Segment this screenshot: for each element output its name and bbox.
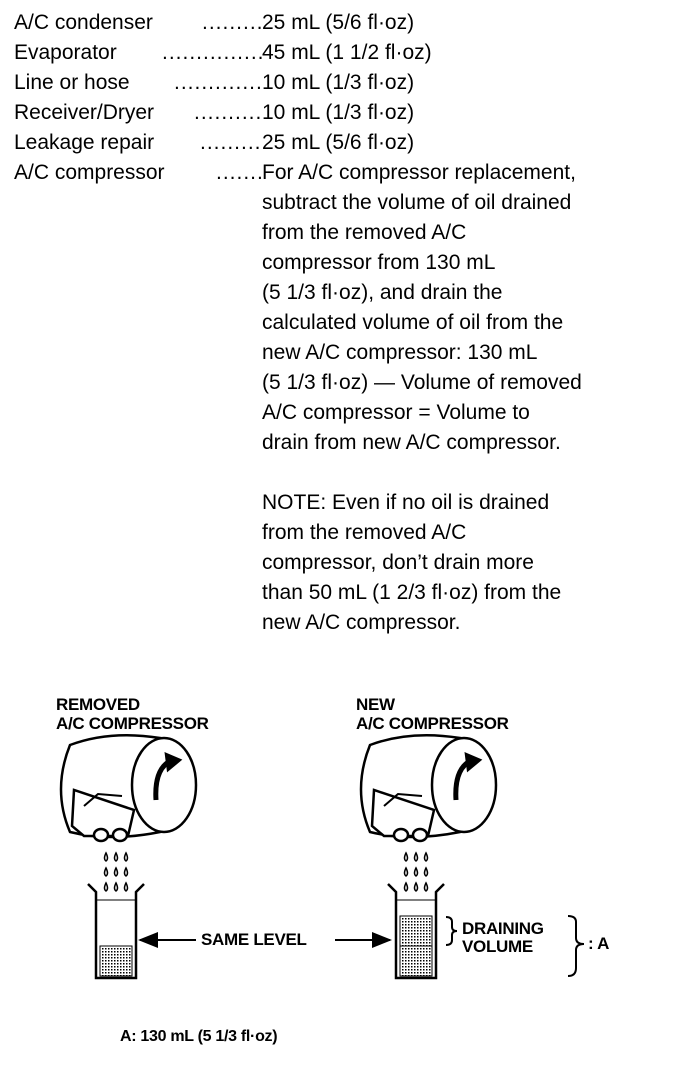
title-line: A/C COMPRESSOR: [356, 714, 509, 733]
leader-dots: .........: [200, 131, 262, 154]
component-label: Line or hose: [14, 71, 130, 94]
note-line: from the removed A/C: [262, 521, 467, 544]
total-volume-bracket: [568, 916, 584, 976]
component-label: Leakage repair: [14, 131, 155, 154]
oil-drops-removed: [105, 853, 128, 891]
title-line: REMOVED: [56, 695, 140, 714]
component-label: Receiver/Dryer: [14, 101, 155, 124]
leader-dots: ..........: [194, 101, 263, 124]
label-line: VOLUME: [462, 937, 533, 956]
label-line: DRAINING: [462, 919, 544, 938]
oil-amount: 45 mL (1 1/2 fl·oz): [262, 41, 432, 64]
instruction-line: calculated volume of oil from the: [262, 311, 564, 334]
component-label: A/C condenser: [14, 11, 153, 34]
note-line: than 50 mL (1 2/3 fl·oz) from the: [262, 581, 562, 604]
volume-a-label: : A: [588, 934, 610, 953]
component-label: Evaporator: [14, 41, 117, 64]
same-level-label: SAME LEVEL: [201, 930, 307, 949]
new-compressor-illustration: [361, 735, 496, 841]
title-line: NEW: [356, 695, 395, 714]
note-line: compressor, don’t drain more: [262, 551, 534, 574]
instruction-line: (5 1/3 fl·oz) — Volume of removed: [262, 371, 582, 394]
leader-dots: .......: [216, 161, 264, 184]
note-line: NOTE: Even if no oil is drained: [262, 491, 550, 514]
oil-amount: 25 mL (5/6 fl·oz): [262, 11, 415, 34]
oil-amount: 25 mL (5/6 fl·oz): [262, 131, 415, 154]
instruction-line: A/C compressor = Volume to: [262, 401, 530, 424]
oil-amount: 10 mL (1/3 fl·oz): [262, 101, 415, 124]
instruction-line: new A/C compressor: 130 mL: [262, 341, 538, 364]
footnote: A: 130 mL (5 1/3 fl·oz): [120, 1028, 278, 1045]
removed-compressor-illustration: [61, 735, 196, 841]
oil-drops-new: [405, 853, 428, 891]
new-measuring-cylinder: [388, 884, 444, 978]
instruction-line: (5 1/3 fl·oz), and drain the: [262, 281, 503, 304]
leader-dots: .........: [202, 11, 264, 34]
component-label: A/C compressor: [14, 161, 165, 184]
leader-dots: .............: [174, 71, 263, 94]
draining-volume-label: [462, 920, 544, 956]
note-line: new A/C compressor.: [262, 611, 461, 634]
instruction-line: from the removed A/C: [262, 221, 467, 244]
removed-measuring-cylinder: [88, 884, 144, 978]
instruction-line: compressor from 130 mL: [262, 251, 496, 274]
leader-dots: ...............: [162, 41, 265, 64]
oil-amount: For A/C compressor replacement,: [262, 161, 576, 184]
oil-amount: 10 mL (1/3 fl·oz): [262, 71, 415, 94]
title-line: A/C COMPRESSOR: [56, 714, 209, 733]
instruction-line: drain from new A/C compressor.: [262, 431, 561, 454]
draining-volume-bracket: [446, 917, 457, 945]
instruction-line: subtract the volume of oil drained: [262, 191, 572, 214]
